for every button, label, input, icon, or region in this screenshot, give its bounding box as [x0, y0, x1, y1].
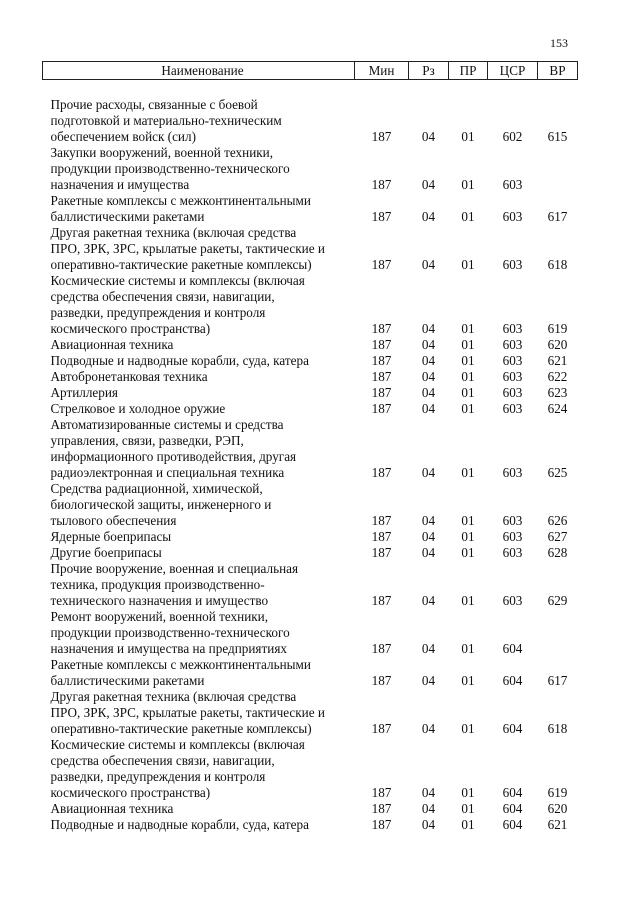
- row-name-line: Авиационная техника: [50, 337, 174, 352]
- row-rz: 04: [421, 721, 436, 736]
- table-row: [43, 801, 578, 817]
- table-row: [43, 545, 578, 561]
- row-name-line: баллистическими ракетами: [50, 209, 205, 224]
- row-pr: 01: [461, 545, 475, 560]
- row-name: [43, 609, 355, 657]
- row-name: [43, 545, 355, 561]
- row-csr: 603: [502, 529, 523, 544]
- table-row: [43, 689, 578, 737]
- row-name: [43, 801, 355, 817]
- row-name-line: Автоматизированные системы и средства: [50, 417, 284, 432]
- row-vr: 628: [547, 545, 568, 560]
- row-csr: 603: [502, 369, 523, 384]
- row-csr: 602: [502, 129, 523, 144]
- row-name: [43, 529, 355, 545]
- row-rz: 04: [421, 465, 436, 480]
- row-pr: 01: [461, 321, 475, 336]
- row-name-line: Закупки вооружений, военной техники,: [50, 145, 274, 160]
- row-rz: 04: [421, 673, 436, 688]
- row-name: [43, 145, 355, 193]
- row-min: 187: [371, 209, 392, 224]
- table-row: [43, 481, 578, 529]
- row-min: 187: [371, 337, 392, 352]
- row-name: [43, 481, 355, 529]
- row-name-line: Прочие расходы, связанные с боевой: [50, 97, 258, 112]
- row-name-line: разведки, предупреждения и контроля: [50, 769, 266, 784]
- row-rz: 04: [421, 321, 436, 336]
- row-pr: 01: [461, 641, 475, 656]
- table-row: [43, 385, 578, 401]
- row-name: [43, 225, 355, 273]
- header-row: [43, 62, 578, 80]
- row-vr: 619: [547, 785, 568, 800]
- row-vr: 617: [547, 673, 568, 688]
- row-name-line: Ракетные комплексы с межконтинентальными: [50, 657, 311, 672]
- row-name: [43, 337, 355, 353]
- row-name-line: разведки, предупреждения и контроля: [50, 305, 266, 320]
- row-vr: 624: [547, 401, 568, 416]
- header-vr: ВР: [538, 62, 578, 80]
- row-name-line: технического назначения и имущество: [50, 593, 269, 608]
- row-min: 187: [371, 513, 392, 528]
- row-pr: 01: [461, 369, 475, 384]
- row-pr: 01: [461, 209, 475, 224]
- row-name-line: Средства радиационной, химической,: [50, 481, 263, 496]
- row-vr: 621: [547, 353, 568, 368]
- row-pr: 01: [461, 257, 475, 272]
- row-pr: 01: [461, 785, 475, 800]
- table-row: [43, 145, 578, 193]
- row-name: [43, 401, 355, 417]
- row-name-line: Ядерные боеприпасы: [50, 529, 172, 544]
- row-rz: 04: [421, 209, 436, 224]
- row-name-line: продукции производственно-технического: [50, 161, 290, 176]
- row-name: [43, 657, 355, 689]
- table-row: [43, 417, 578, 481]
- row-name-line: ПРО, ЗРК, ЗРС, крылатые ракеты, тактические и: [50, 705, 325, 720]
- row-rz: 04: [421, 801, 436, 816]
- header-rz: Рз: [409, 62, 449, 80]
- row-name-line: Другая ракетная техника (включая средства: [50, 689, 297, 704]
- row-name-line: Стрелковое и холодное оружие: [50, 401, 226, 416]
- row-min: 187: [371, 353, 392, 368]
- row-csr: 604: [502, 641, 523, 656]
- row-csr: 604: [502, 817, 523, 832]
- row-pr: 01: [461, 529, 475, 544]
- row-pr: 01: [461, 177, 475, 192]
- row-rz: 04: [421, 529, 436, 544]
- row-pr: 01: [461, 721, 475, 736]
- row-name: [43, 417, 355, 481]
- row-vr: [538, 145, 578, 193]
- table-row: [43, 609, 578, 657]
- row-min: 187: [371, 257, 392, 272]
- row-rz: 04: [421, 401, 436, 416]
- row-pr: 01: [461, 129, 475, 144]
- row-pr: 01: [461, 353, 475, 368]
- row-csr: 603: [502, 465, 523, 480]
- row-name-line: оперативно-тактические ракетные комплексы): [50, 721, 312, 736]
- header-min: Мин: [355, 62, 409, 80]
- row-name: [43, 689, 355, 737]
- row-rz: 04: [421, 513, 436, 528]
- row-csr: 603: [502, 513, 523, 528]
- row-vr: 617: [547, 209, 568, 224]
- table-row: [43, 369, 578, 385]
- table-header: [43, 62, 578, 80]
- row-vr: 622: [547, 369, 568, 384]
- row-min: 187: [371, 641, 392, 656]
- row-min: 187: [371, 593, 392, 608]
- row-pr: 01: [461, 817, 475, 832]
- row-csr: 603: [502, 209, 523, 224]
- row-name-line: средства обеспечения связи, навигации,: [50, 753, 275, 768]
- row-pr: 01: [461, 401, 475, 416]
- row-name-line: назначения и имущества на предприятиях: [50, 641, 287, 656]
- row-name-line: оперативно-тактические ракетные комплексы): [50, 257, 312, 272]
- row-name-line: Ремонт вооружений, военной техники,: [50, 609, 269, 624]
- row-csr: 603: [502, 337, 523, 352]
- row-min: 187: [371, 129, 392, 144]
- row-min: 187: [371, 673, 392, 688]
- table-row: [43, 337, 578, 353]
- row-min: 187: [371, 529, 392, 544]
- row-rz: 04: [421, 641, 436, 656]
- row-pr: 01: [461, 673, 475, 688]
- row-min: 187: [371, 177, 392, 192]
- row-csr: 604: [502, 801, 523, 816]
- row-name: [43, 561, 355, 609]
- row-name-line: Автобронетанковая техника: [50, 369, 208, 384]
- row-name: [43, 353, 355, 369]
- row-csr: 603: [502, 353, 523, 368]
- row-vr: 620: [547, 801, 568, 816]
- row-min: 187: [371, 385, 392, 400]
- row-name-line: ПРО, ЗРК, ЗРС, крылатые ракеты, тактические и: [50, 241, 325, 256]
- row-name: [43, 193, 355, 225]
- row-csr: 604: [502, 785, 523, 800]
- row-min: 187: [371, 817, 392, 832]
- row-name-line: космического пространства): [50, 321, 211, 336]
- row-min: 187: [371, 801, 392, 816]
- row-vr: 621: [547, 817, 568, 832]
- row-vr: 627: [547, 529, 568, 544]
- row-name-line: Подводные и надводные корабли, суда, катера: [50, 353, 309, 368]
- row-name-line: Космические системы и комплексы (включая: [50, 273, 305, 288]
- row-name-line: средства обеспечения связи, навигации,: [50, 289, 275, 304]
- row-name: [43, 369, 355, 385]
- row-vr: 623: [547, 385, 568, 400]
- table-row: [43, 737, 578, 801]
- row-name-line: Ракетные комплексы с межконтинентальными: [50, 193, 311, 208]
- row-csr: 604: [502, 673, 523, 688]
- table-row: [43, 401, 578, 417]
- row-pr: 01: [461, 385, 475, 400]
- row-name-line: Космические системы и комплексы (включая: [50, 737, 305, 752]
- table-row: [43, 657, 578, 689]
- row-pr: 01: [461, 513, 475, 528]
- table-row: [43, 273, 578, 337]
- table-row: [43, 561, 578, 609]
- row-name-line: назначения и имущества: [50, 177, 190, 192]
- row-min: 187: [371, 785, 392, 800]
- row-csr: 603: [502, 593, 523, 608]
- row-name-line: биологической защиты, инженерного и: [50, 497, 272, 512]
- row-rz: 04: [421, 353, 436, 368]
- row-name-line: управления, связи, разведки, РЭП,: [50, 433, 244, 448]
- row-name-line: Прочие вооружение, военная и специальная: [50, 561, 299, 576]
- header-csr: ЦСР: [488, 62, 538, 80]
- row-csr: 603: [502, 177, 523, 192]
- row-name-line: космического пространства): [50, 785, 211, 800]
- row-rz: 04: [421, 129, 436, 144]
- row-vr: 620: [547, 337, 568, 352]
- row-name-line: продукции производственно-технического: [50, 625, 290, 640]
- row-vr: 629: [547, 593, 568, 608]
- table-row: [43, 80, 578, 146]
- row-min: 187: [371, 545, 392, 560]
- row-rz: 04: [421, 177, 436, 192]
- row-vr: 618: [547, 721, 568, 736]
- table-row: [43, 353, 578, 369]
- row-name-line: подготовкой и материально-техническим: [50, 113, 282, 128]
- row-rz: 04: [421, 385, 436, 400]
- header-pr: ПР: [449, 62, 488, 80]
- row-rz: 04: [421, 545, 436, 560]
- row-name-line: обеспечением войск (сил): [50, 129, 196, 144]
- row-rz: 04: [421, 593, 436, 608]
- table-row: [43, 193, 578, 225]
- table-row: [43, 817, 578, 833]
- table-body: [43, 80, 578, 834]
- row-min: 187: [371, 369, 392, 384]
- row-rz: 04: [421, 817, 436, 832]
- row-vr: 615: [547, 129, 568, 144]
- row-name: [43, 737, 355, 801]
- row-name-line: радиоэлектронная и специальная техника: [50, 465, 285, 480]
- row-vr: [538, 609, 578, 657]
- row-csr: 603: [502, 401, 523, 416]
- row-name: [43, 385, 355, 401]
- row-vr: 618: [547, 257, 568, 272]
- row-min: 187: [371, 465, 392, 480]
- row-name-line: Другая ракетная техника (включая средства: [50, 225, 297, 240]
- row-csr: 603: [502, 545, 523, 560]
- budget-table: [42, 61, 578, 833]
- row-pr: 01: [461, 801, 475, 816]
- row-csr: 603: [502, 321, 523, 336]
- row-min: 187: [371, 721, 392, 736]
- row-name-line: техника, продукция производственно-: [50, 577, 265, 592]
- row-vr: 626: [547, 513, 568, 528]
- row-vr: 625: [547, 465, 568, 480]
- row-pr: 01: [461, 465, 475, 480]
- row-csr: 603: [502, 385, 523, 400]
- row-pr: 01: [461, 593, 475, 608]
- row-csr: 604: [502, 721, 523, 736]
- row-name: [43, 817, 355, 833]
- page-number: 153: [550, 36, 568, 50]
- row-pr: 01: [461, 337, 475, 352]
- header-name: Наименование: [43, 62, 355, 80]
- row-rz: 04: [421, 257, 436, 272]
- row-name: [43, 80, 355, 146]
- row-min: 187: [371, 401, 392, 416]
- row-min: 187: [371, 321, 392, 336]
- row-name-line: Авиационная техника: [50, 801, 174, 816]
- row-rz: 04: [421, 337, 436, 352]
- row-csr: 603: [502, 257, 523, 272]
- table-row: [43, 529, 578, 545]
- row-name-line: баллистическими ракетами: [50, 673, 205, 688]
- row-name: [43, 273, 355, 337]
- row-name-line: Подводные и надводные корабли, суда, катера: [50, 817, 309, 832]
- row-rz: 04: [421, 785, 436, 800]
- row-rz: 04: [421, 369, 436, 384]
- row-name-line: информационного противодействия, другая: [50, 449, 297, 464]
- row-vr: 619: [547, 321, 568, 336]
- row-name-line: Другие боеприпасы: [50, 545, 162, 560]
- row-name-line: Артиллерия: [50, 385, 118, 400]
- table-row: [43, 225, 578, 273]
- row-name-line: тылового обеспечения: [50, 513, 177, 528]
